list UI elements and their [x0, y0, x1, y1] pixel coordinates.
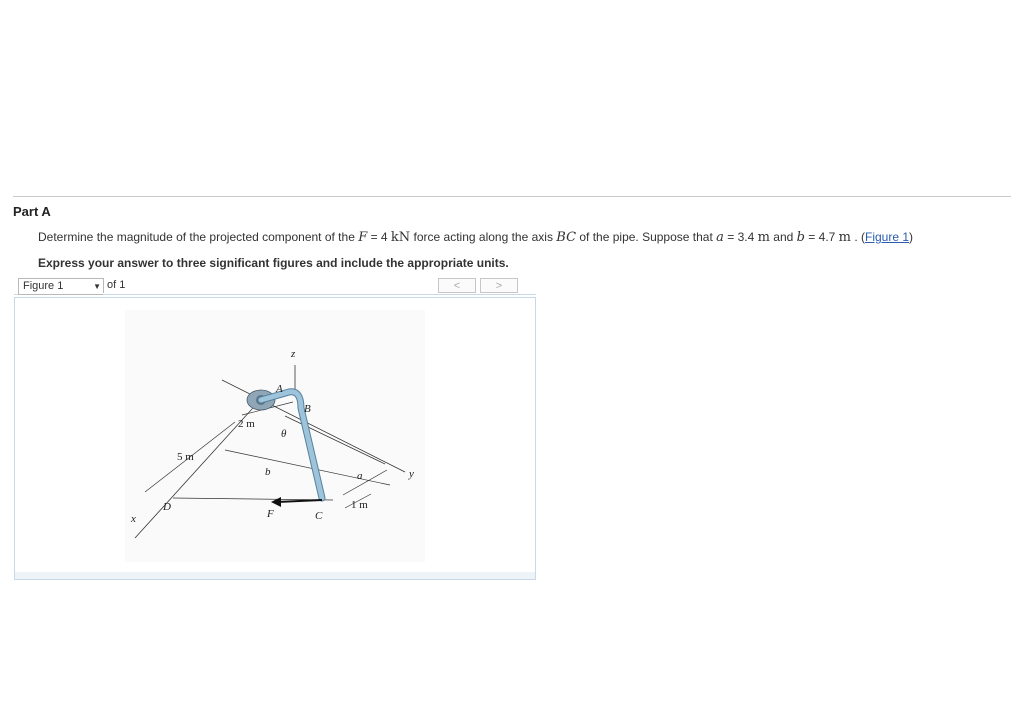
question-text-6: and: [769, 230, 797, 244]
force-f-label: F: [267, 508, 274, 520]
point-a-label: A: [276, 383, 283, 395]
point-d-label: D: [163, 501, 171, 513]
point-b-label: B: [304, 403, 311, 415]
b-unit: m: [838, 230, 851, 245]
question-text-2: = 4: [367, 230, 391, 244]
a-symbol: a: [716, 230, 724, 245]
figure-panel-footer: [14, 572, 536, 580]
answer-instruction: Express your answer to three significant figures and include the appropriate units.: [38, 256, 509, 270]
dimension-2m-label: 2 m: [238, 418, 255, 430]
question-text-5: = 3.4: [723, 230, 758, 244]
dimension-1m-label: 1 m: [351, 499, 368, 511]
theta-label: θ: [281, 428, 287, 440]
force-unit: kN: [390, 230, 411, 245]
figure-panel: [14, 297, 536, 573]
axis-symbol: BC: [556, 230, 577, 245]
y-axis-label: y: [409, 468, 414, 480]
x-axis-label: x: [131, 513, 136, 525]
question-text-3: force acting along the axis: [410, 230, 557, 244]
dimension-a-label: a: [357, 470, 363, 482]
a-unit: m: [757, 230, 770, 245]
question-text-9: ): [909, 230, 914, 244]
figure-link[interactable]: Figure 1: [865, 230, 910, 244]
force-symbol: F: [358, 230, 368, 245]
dropdown-arrow-icon: ▼: [93, 282, 101, 291]
previous-figure-button[interactable]: <: [438, 278, 476, 293]
question-text-1: Determine the magnitude of the projected component of the: [38, 230, 359, 244]
pipe-figure: [125, 310, 425, 562]
dimension-5m-label: 5 m: [177, 451, 194, 463]
dimension-b-label: b: [265, 466, 271, 478]
part-title: Part A: [13, 204, 51, 219]
question-text: [38, 230, 913, 245]
point-c-label: C: [315, 510, 323, 522]
figure-toolbar: [14, 278, 536, 295]
figure-select-value: Figure 1: [23, 280, 64, 292]
section-divider: [13, 196, 1011, 197]
b-symbol: b: [796, 230, 805, 245]
figure-background: [125, 310, 425, 562]
next-figure-button[interactable]: >: [480, 278, 518, 293]
z-axis-label: z: [291, 348, 296, 360]
figure-select[interactable]: [18, 278, 103, 295]
question-text-4: of the pipe. Suppose that: [576, 230, 717, 244]
figure-count: of 1: [103, 278, 125, 293]
question-text-7: = 4.7: [804, 230, 839, 244]
question-text-8: . (: [851, 230, 865, 244]
